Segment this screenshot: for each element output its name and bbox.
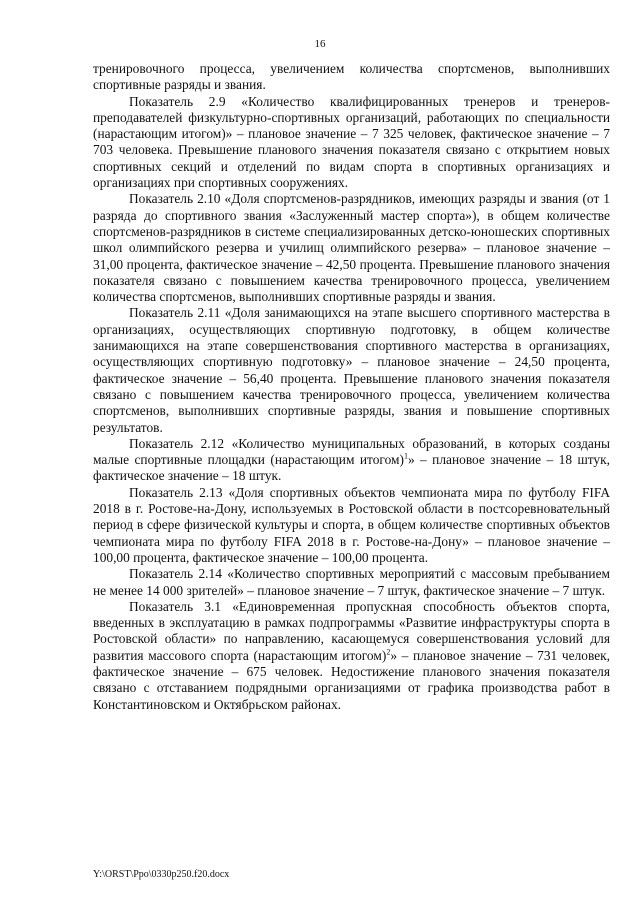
paragraph-indicator-2-12 (93, 436, 610, 485)
footnote-marker: 1 (403, 451, 408, 461)
paragraph-indicator-2-13: Показатель 2.13 «Доля спортивных объектов чемпионата мира по футболу FIFA 2018 в г. Ростове-на-Дону, используемых в Ростовской области в постсоревновательный период в сфере физической культуры и спорта, в общем количестве спортивных объектов чемпионата мира по футболу FIFA 2018 в г. Ростове-на-Дону» – плановое значение – 100,00 процента, фактическое значение – 100,00 процента. (93, 484, 610, 565)
paragraph-text: » – плановое значение – 731 человек, фактическое значение – 675 человек. Недостижение планового значения показателя связано с отставанием подрядными организациями от графика производства работ в Константиновском и Октябрьском районах. (93, 647, 610, 712)
paragraph-indicator-2-10: Показатель 2.10 «Доля спортсменов-разрядников, имеющих разряды и звания (от 1 разряда до спортивного звания «Заслуженный мастер спорта»), в общем количестве спортсменов-разрядников в системе специализированных детско-юношеских спортивных школ олимпийского резерва и училищ олимпийского резерва» – плановое значение – 31,00 процента, фактическое значение – 42,50 процента. Превышение планового значения показателя связано с повышением качества тренировочного процесса, увеличением количества спортсменов, выполнивших спортивные разряды и звания. (93, 191, 610, 305)
paragraph-indicator-2-14: Показатель 2.14 «Количество спортивных мероприятий с массовым пребыванием не менее 14 000 зрителей» – плановое значение – 7 штук, фактическое значение – 7 штук. (93, 566, 610, 598)
footnote-marker: 2 (386, 647, 391, 657)
paragraph-indicator-3-1 (93, 599, 610, 713)
document-body (93, 61, 610, 713)
paragraph-text: » – плановое значение – 18 штук, фактическое значение – 18 штук. (93, 452, 610, 484)
paragraph-text: Показатель 3.1 «Единовременная пропускная способность объектов спорта, введенных в эксплуатацию в рамках подпрограммы «Развитие инфраструктуры спорта в Ростовской области» по направлению, касающемуся совершенствования условий для развития массового спорта (нарастающим итогом) (93, 598, 610, 663)
paragraph-indicator-2-11: Показатель 2.11 «Доля занимающихся на этапе высшего спортивного мастерства в организациях, осуществляющих спортивную подготовку, в общем количестве занимающихся на этапе совершенствования спортивного мастерства в организациях, осуществляющих спортивную подготовку» – плановое значение – 24,50 процента, фактическое значение – 56,40 процента. Превышение планового значения показателя связано с повышением качества тренировочного процесса, увеличением количества спортсменов, выполнивших спортивные разряды, звания и повышение спортивных результатов. (93, 305, 610, 435)
paragraph-indicator-2-9: Показатель 2.9 «Количество квалифицированных тренеров и тренеров-преподавателей физкультурно-спортивных организаций, работающих по специальности (нарастающим итогом)» – плановое значение – 7 325 человек, фактическое значение – 7 703 человека. Превышение планового значения показателя связано с открытием новых спортивных секций и отделений по видам спорта в спортивных организациях и организациях при спортивных сооружениях. (93, 93, 610, 191)
paragraph-continuation: тренировочного процесса, увеличением количества спортсменов, выполнивших спортивные разряды и звания. (93, 61, 610, 93)
paragraph-text: Показатель 2.12 «Количество муниципальных образований, в которых созданы малые спортивные площадки (нарастающим итогом) (93, 435, 610, 468)
page-number: 16 (314, 38, 326, 50)
footer-file-path: Y:\ORST\Ppo\0330p250.f20.docx (93, 869, 230, 880)
